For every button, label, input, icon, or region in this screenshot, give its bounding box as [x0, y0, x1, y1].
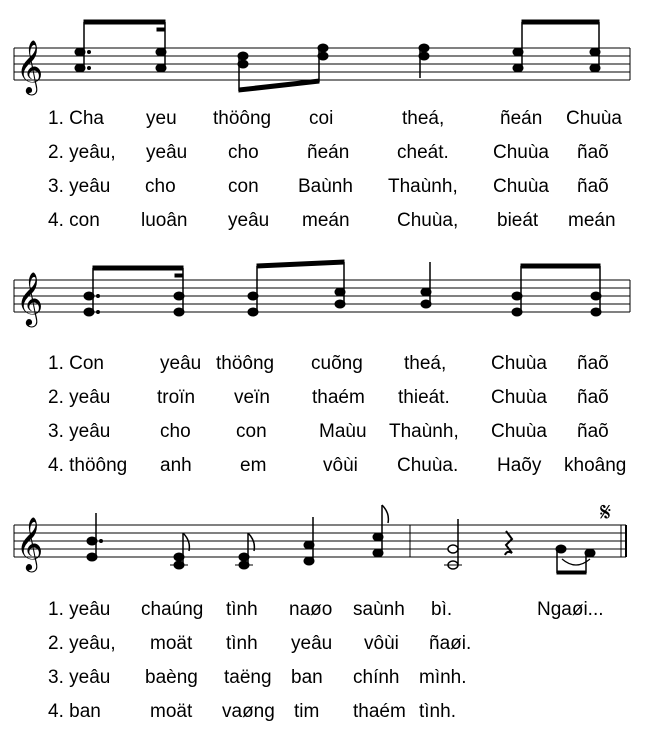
lyric-s2-v4-6: Haõy: [497, 455, 542, 476]
lyric-s3-v2-3: tình: [226, 633, 258, 654]
lyric-s2-v4-5: Chuùa.: [397, 455, 459, 476]
lyric-s3-v4-6: tình.: [419, 701, 456, 722]
lyric-s2-v2-7: ñaõ: [577, 387, 609, 408]
lyric-s1-v2-1: 2. yeâu,: [48, 142, 116, 163]
lyric-s3-v1-4: naøo: [289, 599, 333, 620]
lyric-s2-v2-3: veïn: [234, 387, 270, 408]
lyric-s1-v3-6: Chuùa: [493, 176, 549, 197]
lyric-s2-v3-5: Thaùnh,: [389, 421, 459, 442]
lyric-s1-v4-4: meán: [302, 210, 350, 231]
lyric-s2-v2-2: troïn: [157, 387, 196, 408]
lyric-s3-v1-5: saùnh: [353, 599, 405, 620]
lyric-s2-v2-5: thieát.: [398, 387, 450, 408]
lyric-s1-v4-5: Chuùa,: [397, 210, 459, 231]
lyric-s1-v2-6: Chuùa: [493, 142, 549, 163]
lyric-s1-v1-5: theá,: [402, 108, 445, 129]
staff-system-2: [0, 250, 653, 350]
lyric-s2-v3-4: Maùu: [319, 421, 367, 442]
lyric-s2-v2-1: 2. yeâu: [48, 387, 111, 408]
lyric-s2-v1-2: yeâu: [160, 353, 202, 374]
lyric-s1-v2-5: cheát.: [397, 142, 449, 163]
lyric-s1-v1-2: yeu: [146, 108, 177, 129]
lyric-s3-v1-7: Ngaøi...: [537, 599, 604, 620]
lyric-s2-v4-2: anh: [160, 455, 192, 476]
lyric-s1-v2-7: ñaõ: [577, 142, 609, 163]
lyric-s3-v3-3: taëng: [224, 667, 272, 688]
lyric-s3-v3-5: chính: [353, 667, 400, 688]
lyric-s3-v3-1: 3. yeâu: [48, 667, 111, 688]
staff-system-1: [0, 10, 653, 110]
lyric-s3-v4-1: 4. ban: [48, 701, 101, 722]
lyric-s1-v2-4: ñeán: [307, 142, 350, 163]
lyric-s2-v1-5: theá,: [404, 353, 447, 374]
lyric-s3-v4-5: thaém: [353, 701, 406, 722]
lyric-s3-v3-4: ban: [291, 667, 323, 688]
lyric-s1-v1-1: 1. Cha: [48, 108, 104, 129]
lyric-s3-v1-6: bì.: [431, 599, 453, 620]
lyric-s3-v1-1: 1. yeâu: [48, 599, 111, 620]
lyric-s2-v1-3: thöông: [216, 353, 275, 374]
lyric-s3-v2-4: yeâu: [291, 633, 333, 654]
lyric-s1-v4-2: luoân: [141, 210, 188, 231]
lyric-s3-v4-4: tim: [294, 701, 320, 722]
lyric-s1-v4-7: meán: [568, 210, 616, 231]
lyric-s3-v3-2: baèng: [145, 667, 198, 688]
lyric-s2-v1-4: cuõng: [311, 353, 363, 374]
lyric-s2-v3-2: cho: [160, 421, 191, 442]
lyric-s3-v1-2: chaúng: [141, 599, 204, 620]
lyric-s3-v4-3: vaøng: [222, 701, 275, 722]
lyric-s2-v4-4: vôùi: [323, 455, 358, 476]
lyric-s1-v3-1: 3. yeâu: [48, 176, 111, 197]
lyric-s1-v3-4: Baùnh: [298, 176, 353, 197]
lyric-s2-v1-6: Chuùa: [491, 353, 547, 374]
lyric-s3-v2-6: ñaøi.: [429, 633, 472, 654]
lyric-s2-v1-7: ñaõ: [577, 353, 609, 374]
lyric-s2-v2-4: thaém: [312, 387, 365, 408]
lyric-s2-v4-1: 4. thöông: [48, 455, 128, 476]
lyric-s1-v2-2: yeâu: [146, 142, 188, 163]
lyric-s1-v3-2: cho: [145, 176, 176, 197]
lyric-s1-v3-7: ñaõ: [577, 176, 609, 197]
treble-clef-icon: 𝄞: [16, 39, 44, 93]
lyric-s2-v2-6: Chuùa: [491, 387, 547, 408]
lyric-s2-v4-3: em: [240, 455, 267, 476]
lyric-s2-v3-3: con: [236, 421, 267, 442]
lyric-s1-v2-3: cho: [228, 142, 259, 163]
lyric-s1-v1-3: thöông: [213, 108, 272, 129]
lyric-s1-v1-7: Chuùa: [566, 108, 622, 129]
lyric-s3-v3-6: mình.: [419, 667, 467, 688]
lyric-s1-v4-3: yeâu: [228, 210, 270, 231]
lyric-s3-v4-2: moät: [150, 701, 193, 722]
lyric-s1-v4-1: 4. con: [48, 210, 100, 231]
lyric-s3-v2-5: vôùi: [364, 633, 399, 654]
segno-icon: 𝄋: [600, 498, 612, 528]
staff-system-3: [0, 495, 653, 595]
lyric-s1-v1-4: coi: [309, 108, 334, 129]
lyric-s1-v3-5: Thaùnh,: [388, 176, 458, 197]
treble-clef-icon: 𝄞: [16, 271, 44, 325]
lyric-s2-v3-6: Chuùa: [491, 421, 547, 442]
lyric-s2-v4-7: khoâng: [564, 455, 627, 476]
lyric-s2-v3-7: ñaõ: [577, 421, 609, 442]
lyric-s1-v3-3: con: [228, 176, 259, 197]
lyric-s1-v1-6: ñeán: [500, 108, 543, 129]
lyric-s3-v2-2: moät: [150, 633, 193, 654]
lyric-s3-v2-1: 2. yeâu,: [48, 633, 116, 654]
lyric-s3-v1-3: tình: [226, 599, 258, 620]
lyric-s2-v3-1: 3. yeâu: [48, 421, 111, 442]
lyric-s1-v4-6: bieát: [497, 210, 539, 231]
treble-clef-icon: 𝄞: [16, 516, 44, 570]
lyric-s2-v1-1: 1. Con: [48, 353, 104, 374]
